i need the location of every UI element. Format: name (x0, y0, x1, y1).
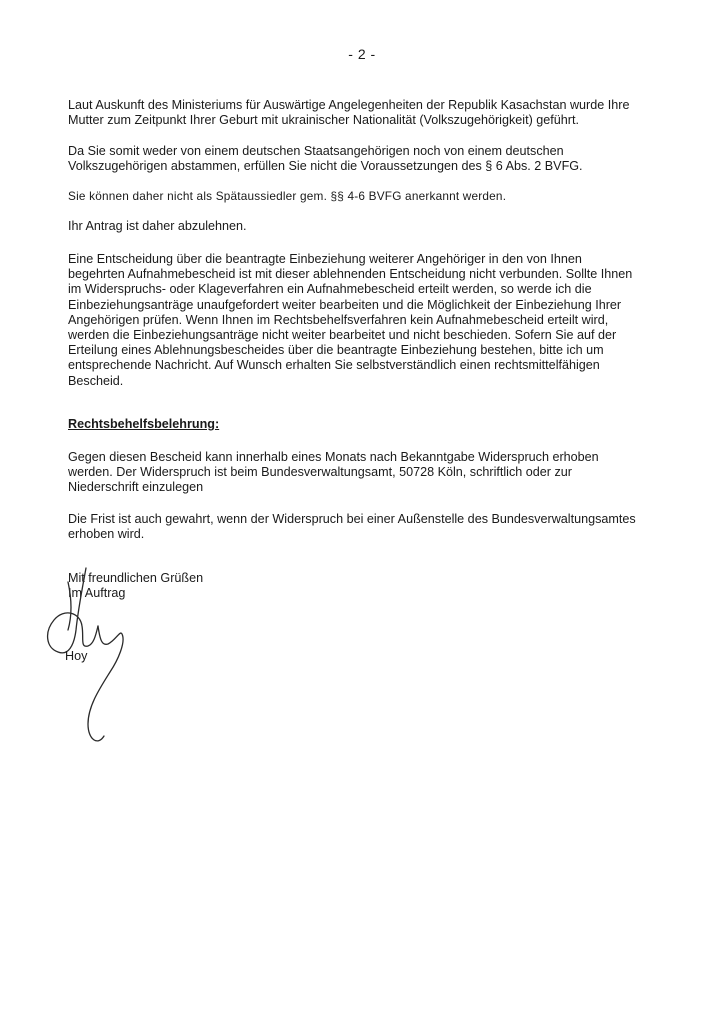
heading-colon: : (214, 417, 220, 431)
text-line: Erteilung eines Ablehnungsbescheides über die beantragte Einbeziehung bestehen, bitte ich um (68, 343, 604, 358)
paragraph-inclusion-decision (68, 252, 678, 389)
text-line: Mutter zum Zeitpunkt Ihrer Geburt mit ukrainischer Nationalität (Volkszugehörigkeit) geführt. (68, 113, 579, 128)
page-number: - 2 - (348, 46, 376, 62)
legal-remedy-heading (68, 417, 219, 431)
paragraph-nationality (68, 98, 678, 128)
closing-block (68, 571, 678, 601)
paragraph-not-recognized: Sie können daher nicht als Spätaussiedler gem. §§ 4-6 BVFG anerkannt werden. (68, 189, 507, 203)
paragraph-rejection: Ihr Antrag ist daher abzulehnen. (68, 219, 247, 233)
text-line: entsprechende Nachricht. Auf Wunsch erhalten Sie selbstverständlich einen rechtsmittelfähigen (68, 358, 600, 373)
text-line: Einbeziehungsanträge unaufgefordert weiter bearbeiten und die Möglichkeit der Einbeziehung Ihrer (68, 297, 622, 312)
text-line: Angehörigen prüfen. Wenn Ihnen im Rechtsbehelfsverfahren kein Aufnahmebescheid erteilt wird, (68, 312, 609, 327)
text-line: Eine Entscheidung über die beantragte Einbeziehung weiterer Angehöriger in den von Ihnen (68, 252, 582, 266)
heading-text: Rechtsbehelfsbelehrung (68, 417, 215, 431)
signer-name: Hoy (65, 649, 88, 663)
paragraph-deadline (68, 512, 678, 542)
text-line: erhoben wird. (68, 527, 145, 542)
text-line: Niederschrift einzulegen (68, 480, 204, 495)
signature-icon (38, 560, 148, 750)
text-line: begehrten Aufnahmebescheid ist mit dieser ablehnenden Entscheidung nicht verbunden. Sollte Ihnen (68, 267, 633, 282)
text-line: Gegen diesen Bescheid kann innerhalb eines Monats nach Bekanntgabe Widerspruch erhoben (68, 450, 599, 464)
text-line: Da Sie somit weder von einem deutschen Staatsangehörigen noch von einem deutschen (68, 144, 564, 158)
on-behalf-line: Im Auftrag (68, 586, 126, 600)
closing-greeting: Mit freundlichen Grüßen (68, 571, 204, 585)
text-line: Volkszugehörigen abstammen, erfüllen Sie nicht die Voraussetzungen des § 6 Abs. 2 BVFG. (68, 159, 583, 174)
text-line: Bescheid. (68, 373, 124, 388)
paragraph-requirements (68, 144, 678, 174)
text-line: werden die Einbeziehungsanträge nicht weiter bearbeitet und nicht beschieden. Sofern Sie auf der (68, 328, 617, 343)
text-line: im Widerspruchs- oder Klageverfahren ein Aufnahmebescheid erteilt werden, so werde ich die (68, 282, 592, 297)
paragraph-objection-info (68, 450, 678, 496)
text-line: Die Frist ist auch gewahrt, wenn der Widerspruch bei einer Außenstelle des Bundesverwaltungsamtes (68, 512, 636, 526)
text-line: Laut Auskunft des Ministeriums für Auswärtige Angelegenheiten der Republik Kasachstan wurde Ihre (68, 98, 630, 112)
text-line: werden. Der Widerspruch ist beim Bundesverwaltungsamt, 50728 Köln, schriftlich oder zur (68, 465, 572, 480)
